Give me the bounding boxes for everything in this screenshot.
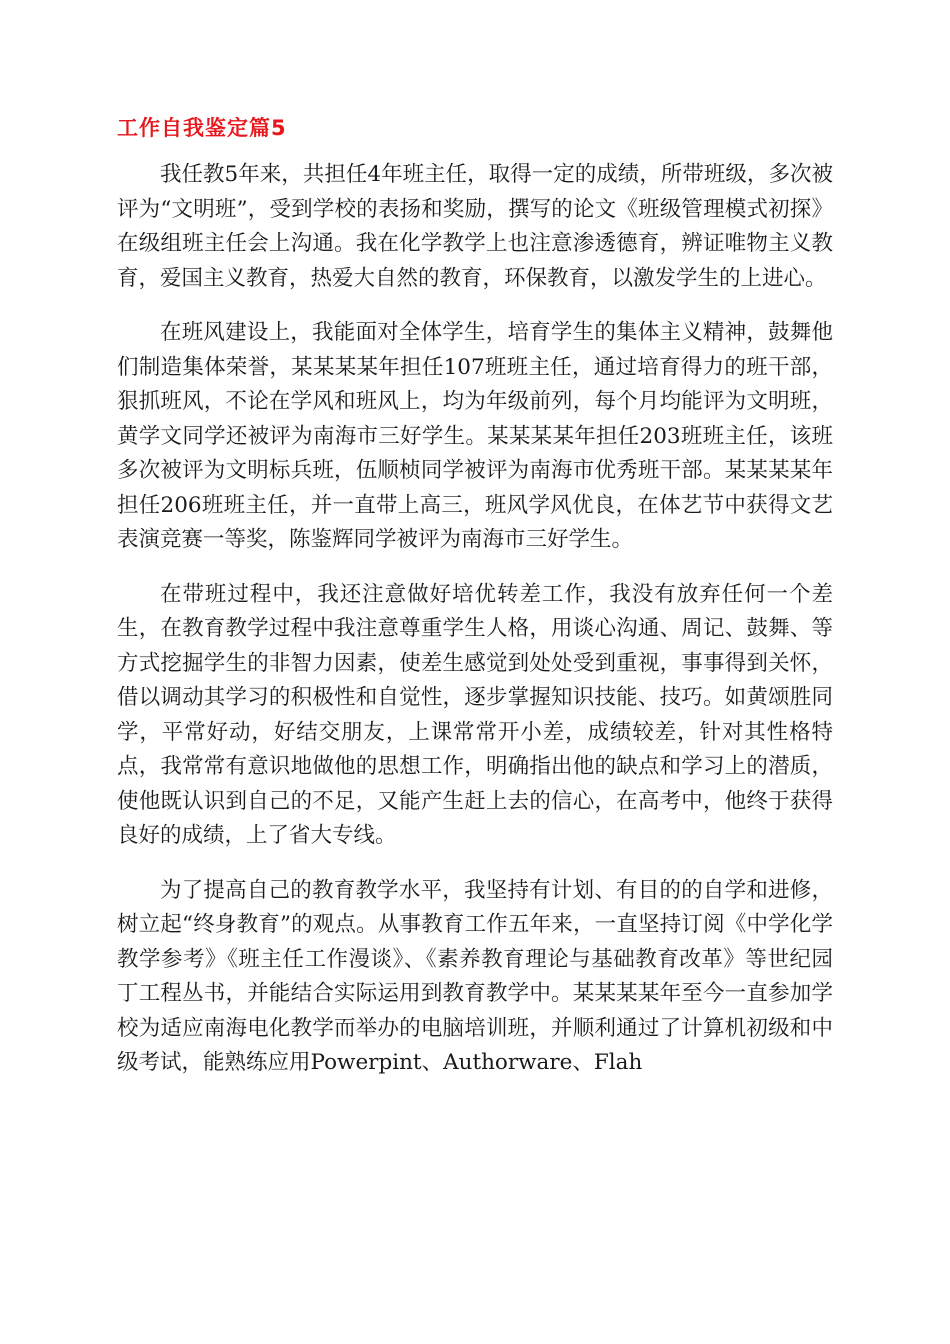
paragraph: 在班风建设上，我能面对全体学生，培育学生的集体主义精神，鼓舞他们制造集体荣誉，某某某某年担任107班班主任，通过培育得力的班干部，狠抓班风，不论在学风和班风上，均为年级前列，每个月均能评为文明班，黄学文同学还被评为南海市三好学生。某某某某年担任203班班主任，该班多次被评为文明标兵班，伍顺桢同学被评为南海市优秀班干部。某某某某年担任206班班主任，并一直带上高三，班风学风优良，在体艺节中获得文艺表演竞赛一等奖，陈鉴辉同学被评为南海市三好学生。 bbox=[117, 320, 833, 552]
document-title: 工作自我鉴定篇5 bbox=[117, 116, 287, 140]
document-body bbox=[117, 158, 833, 1101]
paragraph: 在带班过程中，我还注意做好培优转差工作，我没有放弃任何一个差生，在教育教学过程中我注意尊重学生人格，用谈心沟通、周记、鼓舞、等方式挖掘学生的非智力因素，使差生感觉到处处受到重视，事事得到关怀，借以调动其学习的积极性和自觉性，逐步掌握知识技能、技巧。如黄颂胜同学，平常好动，好结交朋友，上课常常开小差，成绩较差，针对其性格特点，我常常有意识地做他的思想工作，明确指出他的缺点和学习上的潜质，使他既认识到自己的不足，又能产生赶上去的信心，在高考中，他终于获得良好的成绩，上了省大专线。 bbox=[117, 581, 833, 848]
paragraph: 为了提高自己的教育教学水平，我坚持有计划、有目的的自学和进修，树立起“终身教育”的观点。从事教育工作五年来，一直坚持订阅《中学化学教学参考》《班主任工作漫谈》、《素养教育理论与基础教育改革》等世纪园丁工程丛书，并能结合实际运用到教育教学中。某某某某年至今一直参加学校为适应南海电化教学而举办的电脑培训班，并顺利通过了计算机初级和中级考试，能熟练应用Powerpint、Authorware、Flah bbox=[117, 877, 833, 1075]
paragraph: 我任教5年来，共担任4年班主任，取得一定的成绩，所带班级，多次被评为“文明班”，受到学校的表扬和奖励，撰写的论文《班级管理模式初探》在级组班主任会上沟通。我在化学教学上也注意渗透德育，辨证唯物主义教育，爱国主义教育，热爱大自然的教育，环保教育，以激发学生的上进心。 bbox=[117, 162, 833, 291]
